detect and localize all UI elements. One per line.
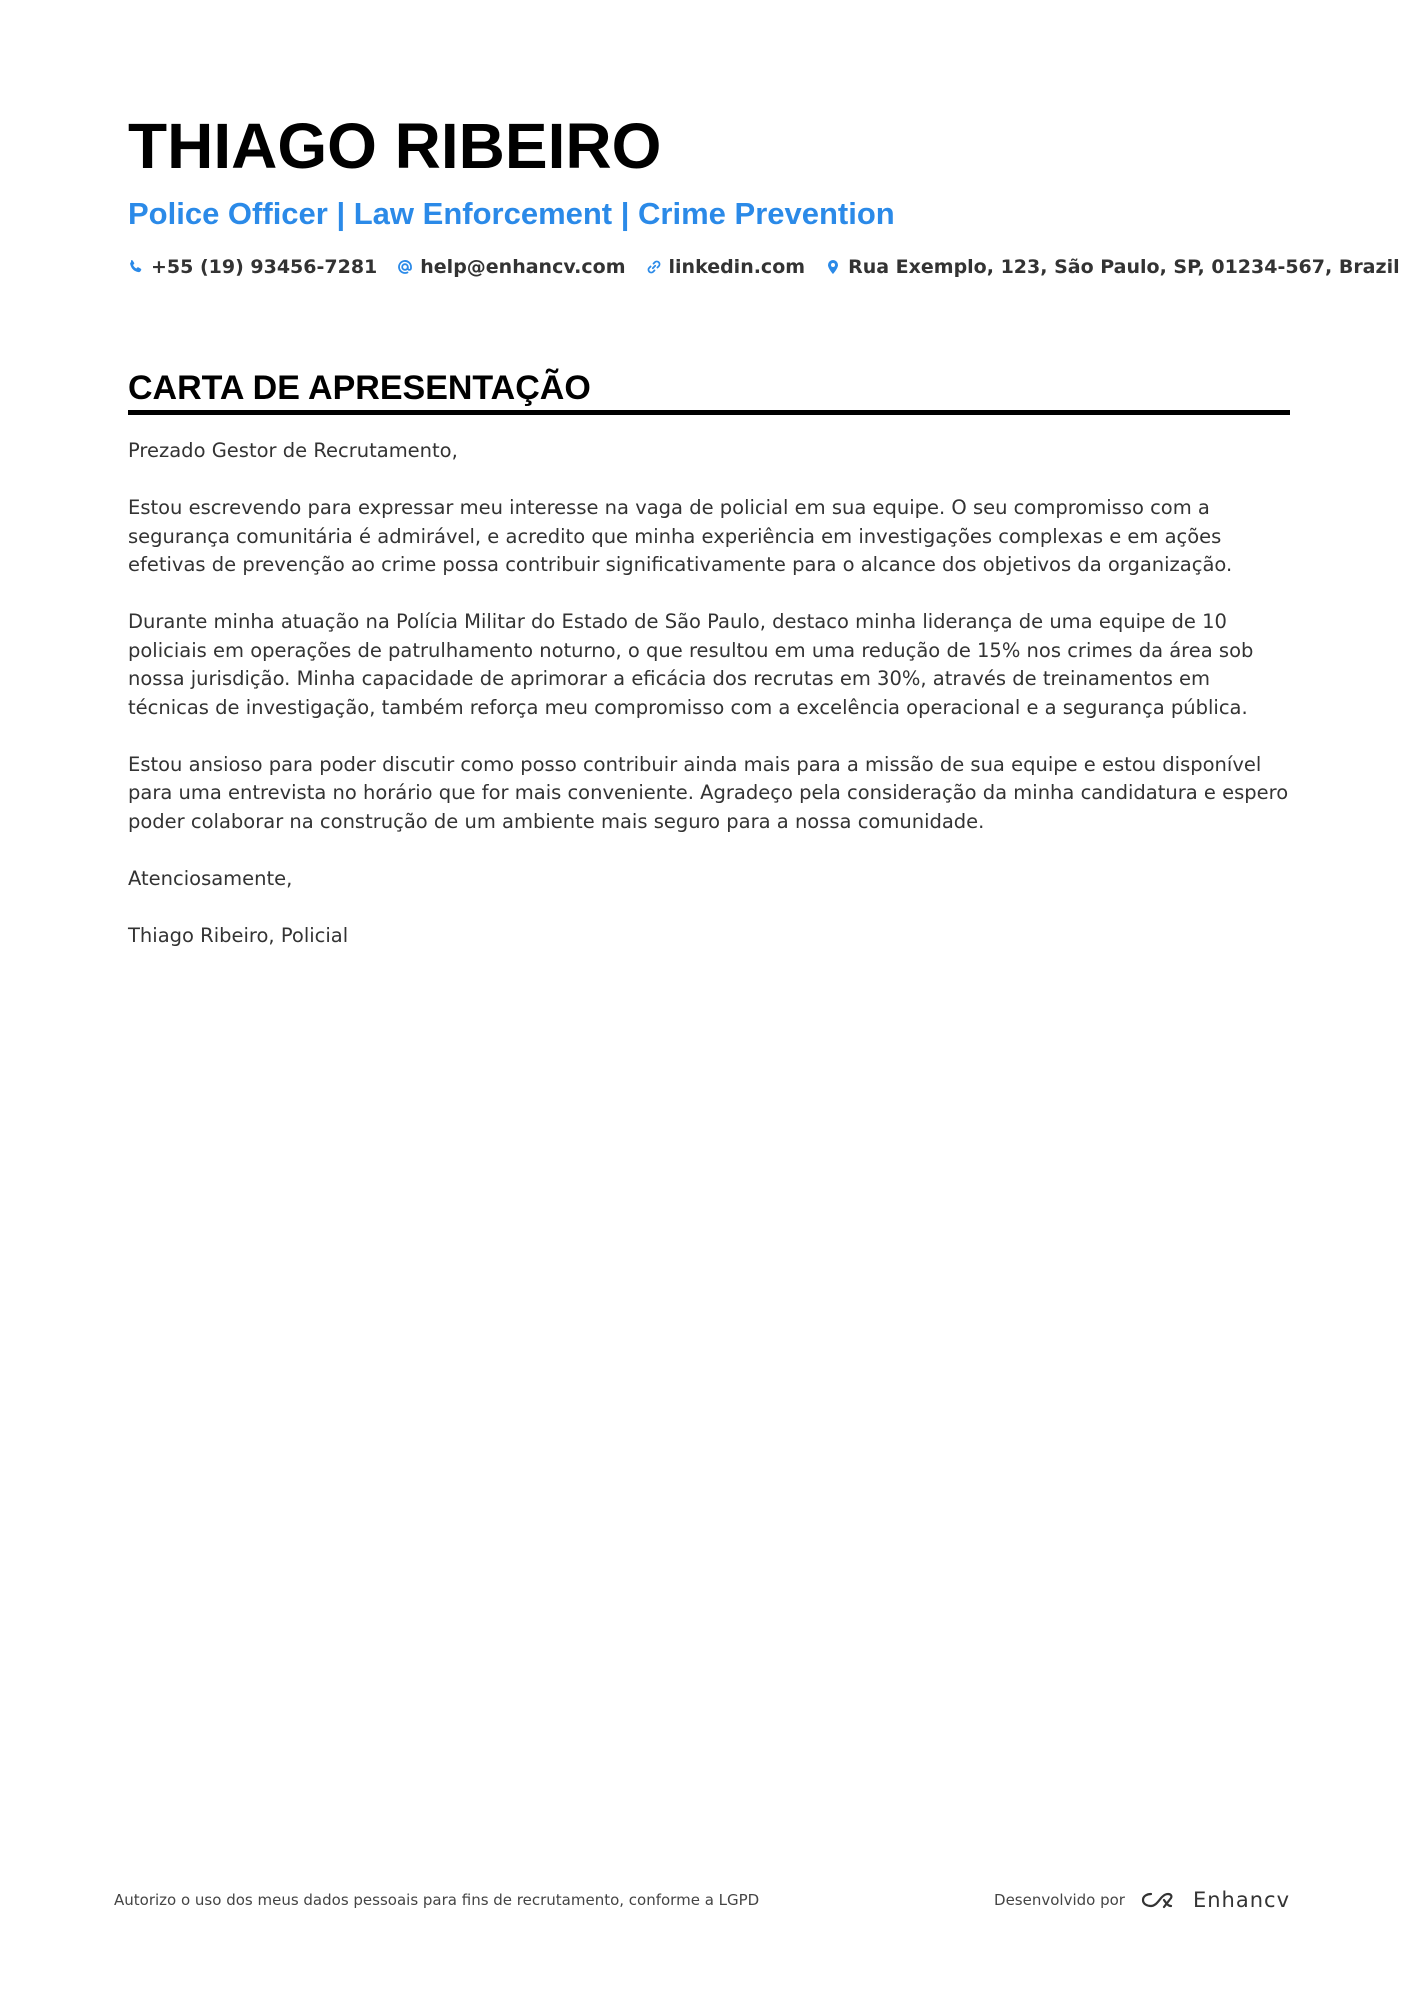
candidate-name: THIAGO RIBEIRO	[128, 110, 662, 182]
letter-paragraph-1: Estou escrevendo para expressar meu interesse na vaga de policial em sua equipe. O seu compromisso com a segurança comunitária é admirável, e acredito que minha experiência em investigações complexas e em ações efetivas de prevenção ao crime possa contribuir significativamente para o alcance dos objetivos da organização.	[128, 496, 1233, 576]
header	[128, 108, 1400, 278]
powered-by-label: Desenvolvido por	[994, 1891, 1125, 1909]
headline: Police Officer | Law Enforcement | Crime Prevention	[128, 196, 895, 231]
contact-address	[825, 256, 1400, 278]
section-title: CARTA DE APRESENTAÇÃO	[128, 369, 591, 407]
at-icon	[397, 259, 413, 275]
link-icon	[646, 259, 662, 275]
phone-text: +55 (19) 93456-7281	[151, 256, 378, 278]
closing: Atenciosamente,	[128, 866, 293, 890]
contact-bar	[128, 256, 1400, 278]
footer	[114, 1888, 1290, 1912]
letter-paragraph-2: Durante minha atuação na Polícia Militar do Estado de São Paulo, destaco minha liderança de uma equipe de 10 policiais em operações de patrulhamento noturno, o que resultou em uma redução de 15% nos crimes da área sob nossa jurisdição. Minha capacidade de aprimorar a eficácia dos recrutas em 30%, através de treinamentos em técnicas de investigação, também reforça meu compromisso com a excelência operacional e a segurança pública.	[128, 610, 1254, 719]
location-pin-icon	[825, 259, 841, 275]
cover-letter-section	[128, 368, 1290, 979]
lgpd-consent: Autorizo o uso dos meus dados pessoais para fins de recrutamento, conforme a LGPD	[114, 1891, 760, 1909]
letter-paragraph-3: Estou ansioso para poder discutir como posso contribuir ainda mais para a missão de sua equipe e estou disponível para uma entrevista no horário que for mais conveniente. Agradeço pela consideração da minha candidatura e espero poder colaborar na construção de um ambiente mais seguro para a nossa comunidade.	[128, 752, 1289, 833]
address-text: Rua Exemplo, 123, São Paulo, SP, 01234-567, Brazil	[848, 256, 1400, 278]
salutation: Prezado Gestor de Recrutamento,	[128, 439, 458, 462]
linkedin-text: linkedin.com	[668, 256, 806, 278]
contact-email[interactable]	[397, 256, 625, 278]
powered-by[interactable]	[994, 1888, 1290, 1912]
brand-name: Enhancv	[1192, 1888, 1290, 1912]
phone-icon	[128, 259, 144, 275]
section-divider	[128, 410, 1290, 415]
letter-body	[128, 437, 1290, 950]
enhancv-logo-icon	[1137, 1888, 1183, 1912]
contact-phone[interactable]	[128, 256, 377, 278]
contact-linkedin[interactable]	[646, 256, 806, 278]
enhancv-logo	[1137, 1888, 1290, 1912]
signature: Thiago Ribeiro, Policial	[128, 923, 349, 947]
email-text: help@enhancv.com	[420, 256, 626, 278]
